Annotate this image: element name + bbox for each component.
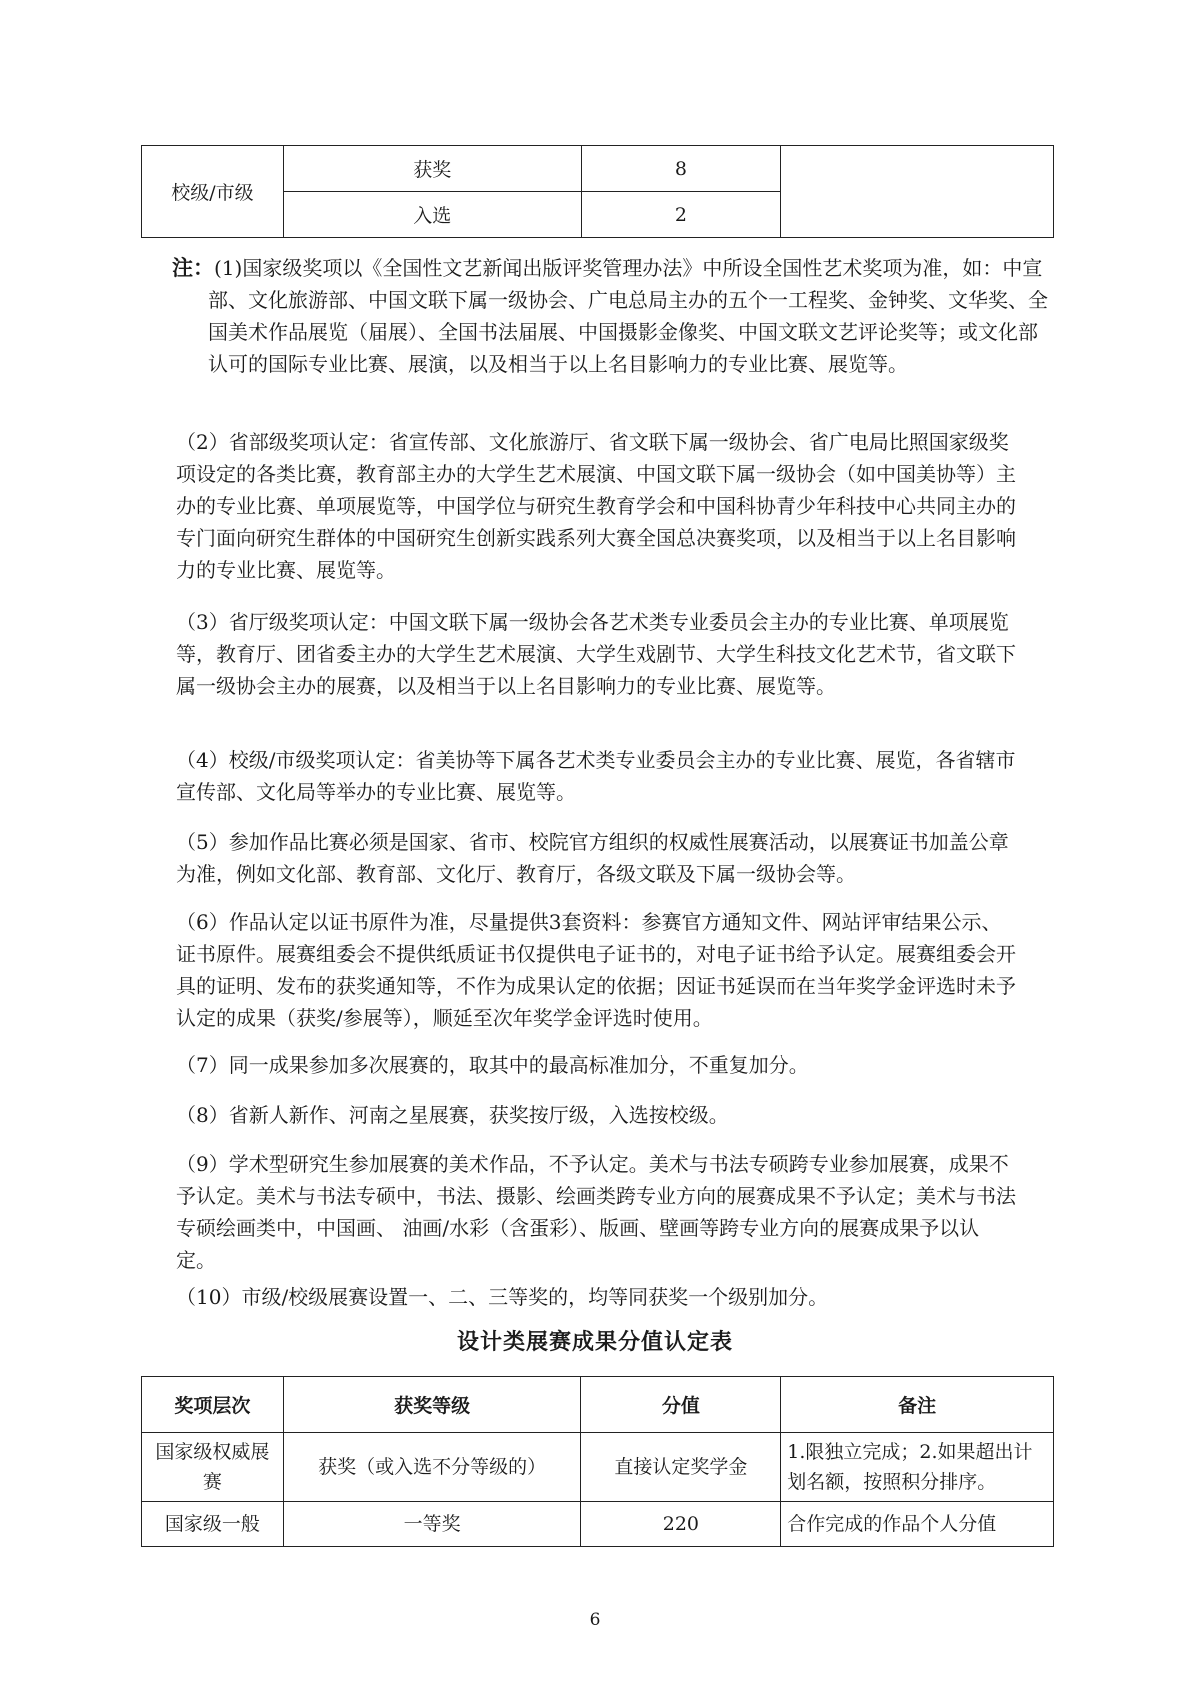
remark-cell: 合作完成的作品个人分值 [781, 1502, 1054, 1547]
table-header-row [142, 1377, 1054, 1433]
grade-cell: 获奖 [283, 146, 581, 192]
grade-cell: 入选 [283, 192, 581, 238]
top-score-table [141, 145, 1054, 238]
note-10: （10）市级/校级展赛设置一、二、三等奖的，均等同获奖一个级别加分。 [176, 1285, 829, 1309]
column-header: 奖项层次 [142, 1377, 284, 1433]
column-header: 获奖等级 [283, 1377, 581, 1433]
level-cell: 国家级权威展赛 [142, 1433, 284, 1502]
score-cell: 8 [581, 146, 781, 192]
level-cell: 校级/市级 [142, 146, 284, 238]
note-2: （2）省部级奖项认定：省宣传部、文化旅游厅、省文联下属一级协会、省广电局比照国家级奖项设定的各类比赛，教育部主办的大学生艺术展演、中国文联下属一级协会（如中国美协等）主办的专业比赛、单项展览等，中国学位与研究生教育学会和中国科协青少年科技中心共同主办的专门面向研究生群体的中国研究生创新实践系列大赛全国总决赛奖项，以及相当于以上名目影响力的专业比赛、展览等。 [176, 430, 1016, 582]
note-8: （8）省新人新作、河南之星展赛，获奖按厅级，入选按校级。 [176, 1103, 729, 1127]
note-7: （7）同一成果参加多次展赛的，取其中的最高标准加分，不重复加分。 [176, 1053, 809, 1077]
note-5: （5）参加作品比赛必须是国家、省市、校院官方组织的权威性展赛活动，以展赛证书加盖公章为准，例如文化部、教育部、文化厅、教育厅，各级文联及下属一级协会等。 [176, 830, 1009, 886]
score-cell: 2 [581, 192, 781, 238]
note-text: (1)国家级奖项以《全国性文艺新闻出版评奖管理办法》中所设全国性艺术奖项为准，如：中宣部、文化旅游部、中国文联下属一级协会、广电总局主办的五个一工程奖、金钟奖、文华奖、全国美术作品展览（届展）、全国书法届展、中国摄影金像奖、中国文联文艺评论奖等；或文化部认可的国际专业比赛、展演，以及相当于以上名目影响力的专业比赛、展览等。 [208, 256, 1048, 376]
score-cell: 220 [581, 1502, 781, 1547]
remark-cell [781, 146, 1054, 238]
score-cell: 直接认定奖学金 [581, 1433, 781, 1502]
table-row [142, 1433, 1054, 1502]
level-cell: 国家级一般 [142, 1502, 284, 1547]
page-number: 6 [589, 1610, 601, 1630]
table-row [142, 146, 1054, 192]
note-6: （6）作品认定以证书原件为准，尽量提供3套资料：参赛官方通知文件、网站评审结果公示、证书原件。展赛组委会不提供纸质证书仅提供电子证书的，对电子证书给予认定。展赛组委会开具的证明、发布的获奖通知等，不作为成果认定的依据；因证书延误而在当年奖学金评选时未予认定的成果（获奖/参展等），顺延至次年奖学金评选时使用。 [176, 910, 1016, 1030]
note-1 [172, 252, 1048, 380]
note-9: （9）学术型研究生参加展赛的美术作品，不予认定。美术与书法专硕跨专业参加展赛，成果不予认定。美术与书法专硕中，书法、摄影、绘画类跨专业方向的展赛成果不予认定；美术与书法专硕绘画类中，中国画、 油画/水彩（含蛋彩）、版画、壁画等跨专业方向的展赛成果予以认定。 [176, 1152, 1016, 1272]
note-4: （4）校级/市级奖项认定：省美协等下属各艺术类专业委员会主办的专业比赛、展览，各省辖市宣传部、文化局等举办的专业比赛、展览等。 [176, 748, 1016, 804]
design-score-table [141, 1376, 1054, 1547]
note-3: （3）省厅级奖项认定：中国文联下属一级协会各艺术类专业委员会主办的专业比赛、单项展览等，教育厅、团省委主办的大学生艺术展演、大学生戏剧节、大学生科技文化艺术节，省文联下属一级协会主办的展赛，以及相当于以上名目影响力的专业比赛、展览等。 [176, 610, 1016, 698]
column-header: 备注 [781, 1377, 1054, 1433]
grade-cell: 获奖（或入选不分等级的） [283, 1433, 581, 1502]
table-row [142, 1502, 1054, 1547]
grade-cell: 一等奖 [283, 1502, 581, 1547]
column-header: 分值 [581, 1377, 781, 1433]
remark-cell: 1.限独立完成；2.如果超出计划名额，按照积分排序。 [781, 1433, 1054, 1502]
design-table-title: 设计类展赛成果分值认定表 [456, 1330, 733, 1355]
note-label: 注： [172, 256, 214, 280]
